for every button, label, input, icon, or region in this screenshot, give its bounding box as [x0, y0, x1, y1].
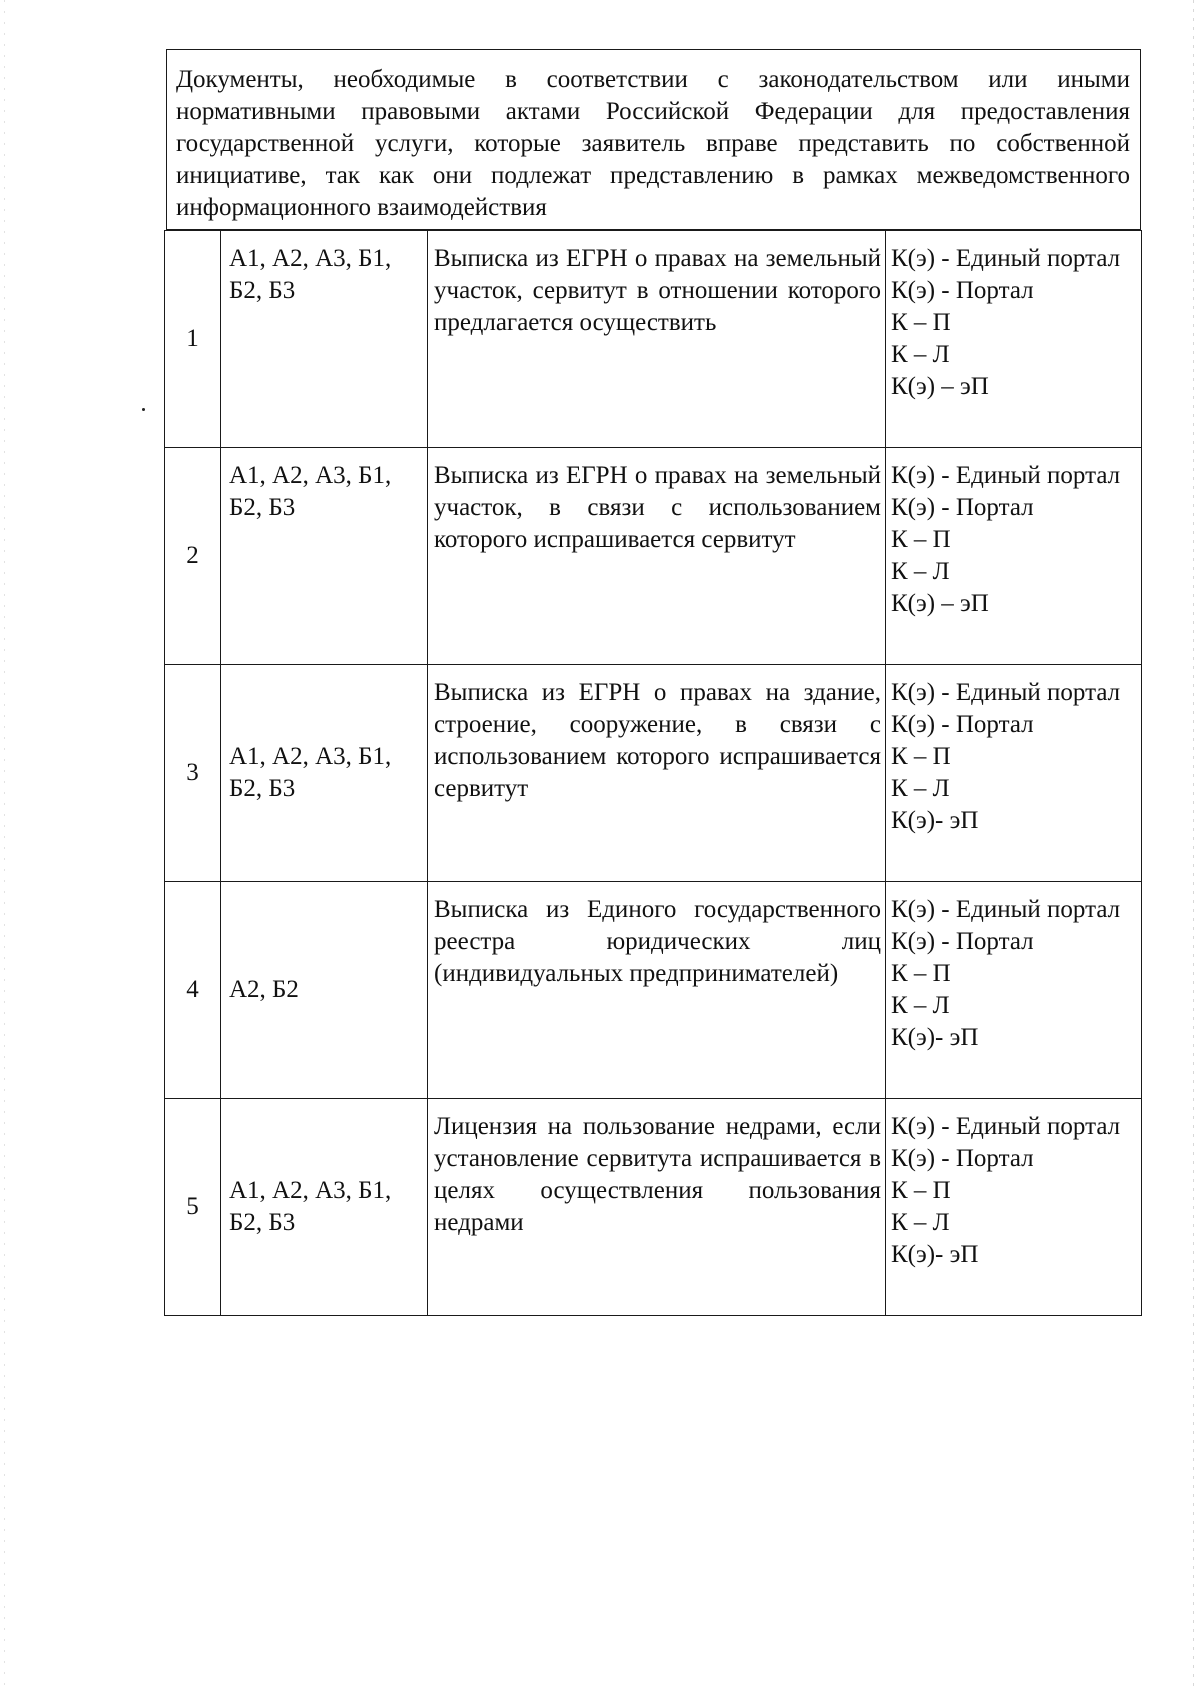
submission-way: К(э) - Портал: [891, 1145, 1034, 1172]
submission-way: К – Л: [891, 558, 950, 585]
submission-way: К(э) – эП: [891, 373, 989, 400]
table-row: [165, 448, 1142, 665]
applicant-categories: А1, А2, А3, Б1, Б2, Б3: [221, 231, 428, 448]
submission-way: К(э) – эП: [891, 590, 989, 617]
submission-way: К – П: [891, 309, 951, 336]
row-number: 1: [165, 231, 221, 448]
submission-way: К(э) - Портал: [891, 928, 1034, 955]
row-number: 5: [165, 1099, 221, 1316]
submission-way: К – Л: [891, 1209, 950, 1236]
applicant-categories: А1, А2, А3, Б1, Б2, Б3: [221, 448, 428, 665]
submission-way: К(э) - Портал: [891, 277, 1034, 304]
submission-ways: [886, 448, 1142, 665]
section-header-text: Документы, необходимые в соответствии с законодательством или иными нормативными правовыми актами Российской Федерации для предоставления государственной услуги, которые заявитель вправе представить по собственной инициативе, так как они подлежат представлению в рамках межведомственного информационного взаимодействия: [176, 66, 1130, 221]
submission-way: К – П: [891, 1177, 951, 1204]
scan-edge-right: [1193, 0, 1194, 1686]
documents-table: [164, 230, 1142, 1316]
table-row: [165, 1099, 1142, 1316]
table-row: [165, 665, 1142, 882]
submission-way: К(э) - Портал: [891, 711, 1034, 738]
row-number: 4: [165, 882, 221, 1099]
document-name: Лицензия на пользование недрами, если установление сервитута испрашивается в целях осуществления пользования недрами: [428, 1099, 886, 1316]
submission-ways: [886, 665, 1142, 882]
document-name: Выписка из Единого государственного реестра юридических лиц (индивидуальных предпринимателей): [428, 882, 886, 1099]
applicant-categories: А1, А2, А3, Б1, Б2, Б3: [221, 665, 428, 882]
submission-way: К(э)- эП: [891, 1241, 979, 1268]
submission-ways: [886, 882, 1142, 1099]
document-name: Выписка из ЕГРН о правах на здание, строение, сооружение, в связи с использованием которого испрашивается сервитут: [428, 665, 886, 882]
applicant-categories: А1, А2, А3, Б1, Б2, Б3: [221, 1099, 428, 1316]
table-row: [165, 231, 1142, 448]
row-number: 2: [165, 448, 221, 665]
scan-edge-left: [4, 0, 5, 1686]
row-number: 3: [165, 665, 221, 882]
submission-way: К – Л: [891, 992, 950, 1019]
submission-way: К(э)- эП: [891, 1024, 979, 1051]
scan-speck: [142, 408, 145, 411]
section-header: [166, 49, 1141, 230]
submission-way: К(э)- эП: [891, 807, 979, 834]
document-name: Выписка из ЕГРН о правах на земельный участок, в связи с использованием которого испрашивается сервитут: [428, 448, 886, 665]
submission-way: К(э) - Портал: [891, 494, 1034, 521]
submission-way: К(э) - Единый портал: [891, 462, 1121, 489]
applicant-categories: А2, Б2: [221, 882, 428, 1099]
submission-way: К(э) - Единый портал: [891, 1113, 1121, 1140]
table-row: [165, 882, 1142, 1099]
submission-way: К – Л: [891, 775, 950, 802]
submission-ways: [886, 231, 1142, 448]
submission-ways: [886, 1099, 1142, 1316]
submission-way: К – П: [891, 960, 951, 987]
document-name: Выписка из ЕГРН о правах на земельный участок, сервитут в отношении которого предлагается осуществить: [428, 231, 886, 448]
submission-way: К – П: [891, 743, 951, 770]
submission-way: К – П: [891, 526, 951, 553]
submission-way: К – Л: [891, 341, 950, 368]
submission-way: К(э) - Единый портал: [891, 245, 1121, 272]
submission-way: К(э) - Единый портал: [891, 896, 1121, 923]
submission-way: К(э) - Единый портал: [891, 679, 1121, 706]
